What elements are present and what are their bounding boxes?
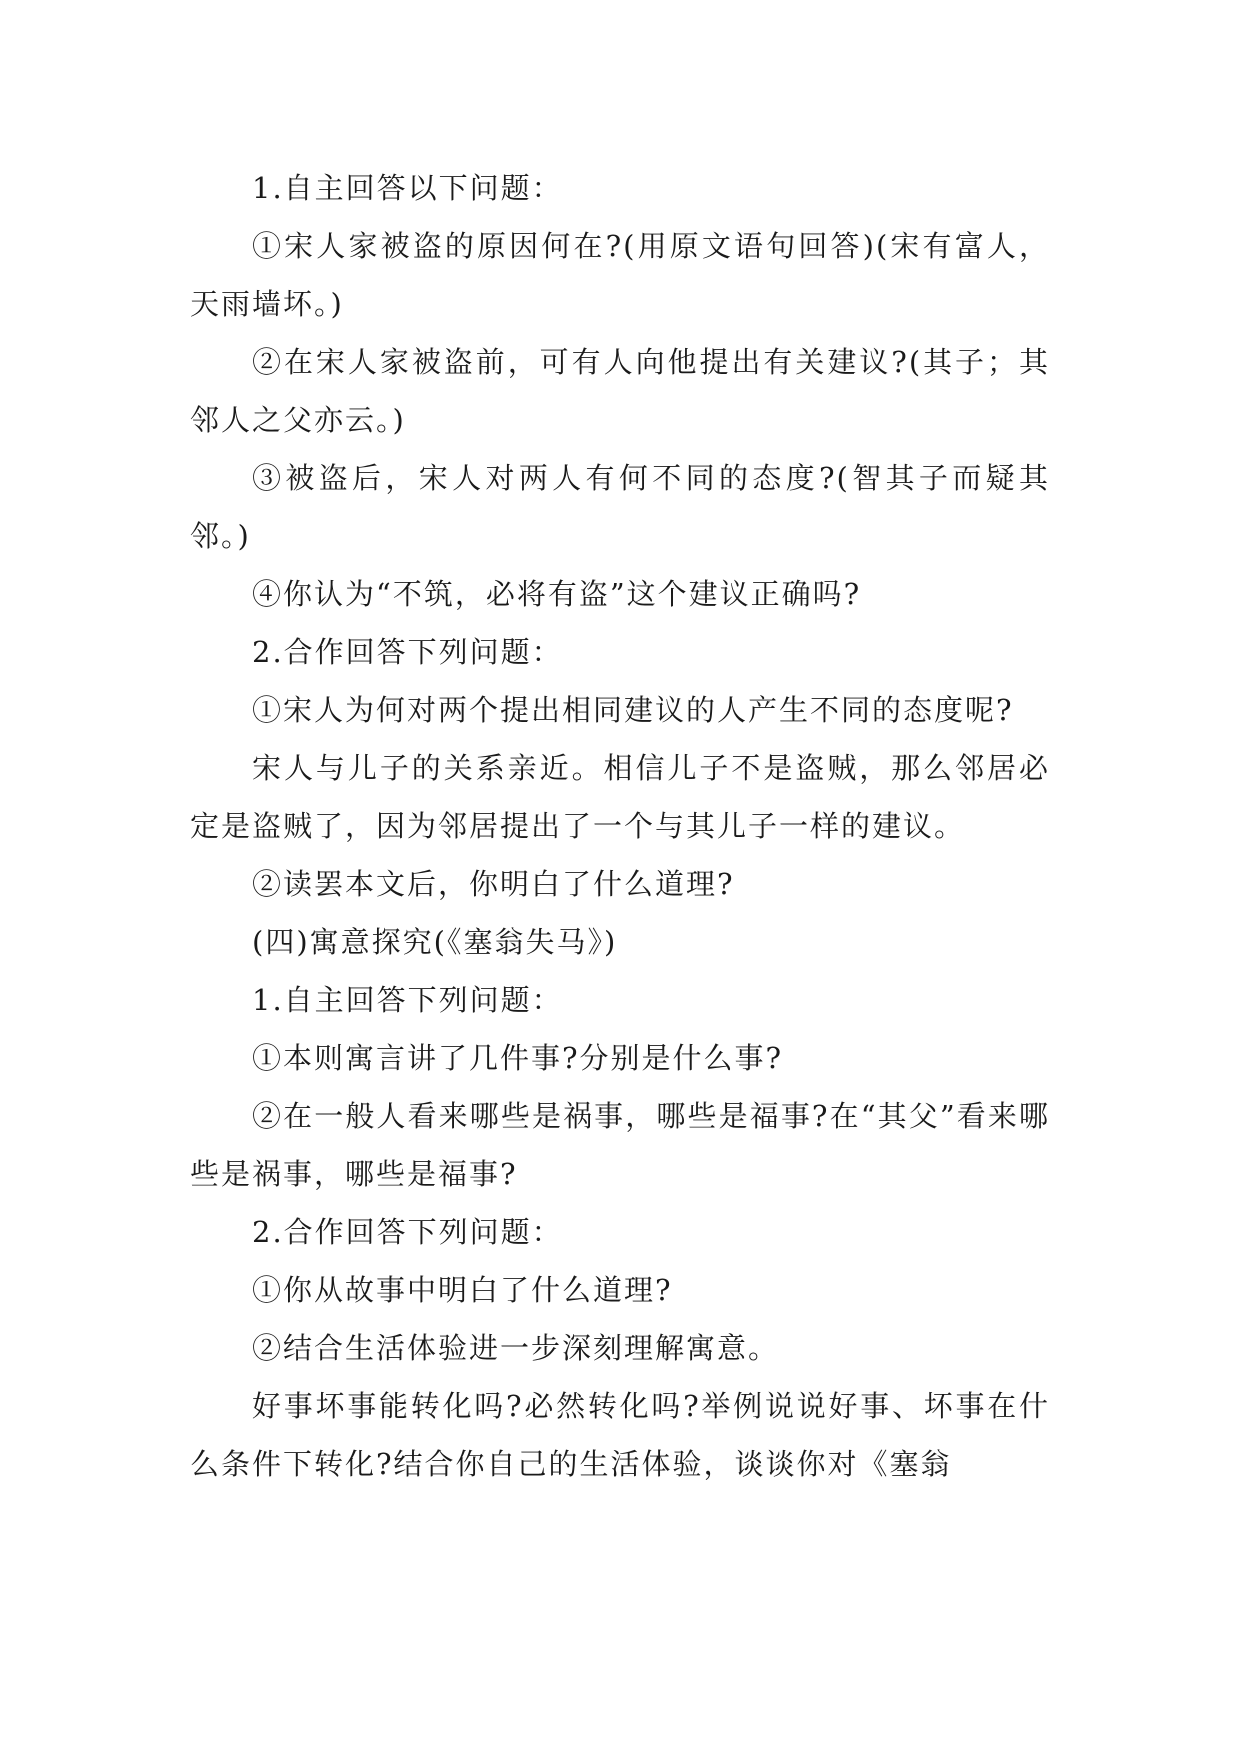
question-heading-self-answer: 1.自主回答以下问题： — [252, 171, 563, 205]
question-item: ②在宋人家被盗前，可有人向他提出有关建议?(其子；其邻人之父亦云。) — [190, 345, 1050, 437]
question-item: ①本则寓言讲了几件事?分别是什么事? — [252, 1041, 784, 1075]
question-item: ①宋人家被盗的原因何在?(用原文语句回答)(宋有富人，天雨墙坏。) — [190, 229, 1050, 321]
question-heading-cooperative: 2.合作回答下列问题： — [252, 635, 563, 669]
section-heading: (四)寓意探究(《塞翁失马》) — [252, 925, 618, 959]
question-item: ②在一般人看来哪些是祸事，哪些是福事?在“其父”看来哪些是祸事，哪些是福事? — [190, 1099, 1050, 1191]
document-body — [190, 159, 1050, 1493]
question-item: ③被盗后，宋人对两人有何不同的态度?(智其子而疑其邻。) — [190, 461, 1050, 553]
question-heading-self-answer: 1.自主回答下列问题： — [252, 983, 563, 1017]
question-heading-cooperative: 2.合作回答下列问题： — [252, 1215, 563, 1249]
question-item: ②读罢本文后，你明白了什么道理? — [252, 867, 735, 901]
question-item: ④你认为“不筑，必将有盗”这个建议正确吗? — [252, 577, 862, 611]
answer-paragraph: 宋人与儿子的关系亲近。相信儿子不是盗贼，那么邻居必定是盗贼了，因为邻居提出了一个与其儿子一样的建议。 — [190, 751, 1050, 843]
discussion-paragraph: 好事坏事能转化吗?必然转化吗?举例说说好事、坏事在什么条件下转化?结合你自己的生活体验，谈谈你对《塞翁 — [190, 1389, 1050, 1481]
question-item: ①你从故事中明白了什么道理? — [252, 1273, 673, 1307]
question-item: ②结合生活体验进一步深刻理解寓意。 — [252, 1331, 780, 1365]
question-item: ①宋人为何对两个提出相同建议的人产生不同的态度呢? — [252, 693, 1014, 727]
